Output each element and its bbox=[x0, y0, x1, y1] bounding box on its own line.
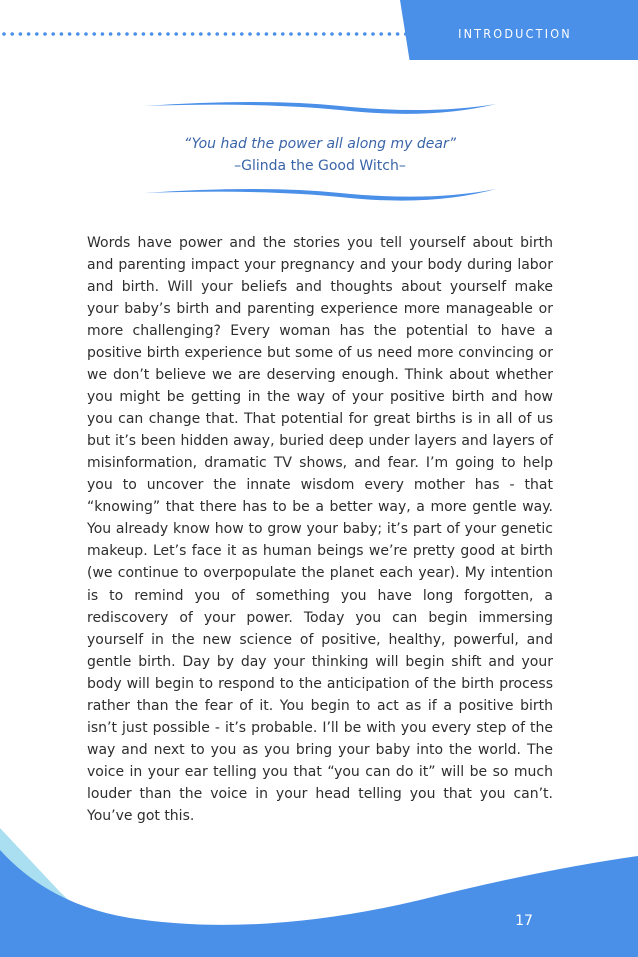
dot bbox=[183, 32, 187, 36]
dot bbox=[27, 32, 31, 36]
dot bbox=[51, 32, 55, 36]
dot bbox=[371, 32, 375, 36]
dot bbox=[306, 32, 310, 36]
dot bbox=[199, 32, 203, 36]
body-paragraph: Words have power and the stories you tell yourself about birth and parenting impact your pregnancy and your body during labor and birth. Will your beliefs and thoughts about yourself make your baby’s birth and parenting experience more manageable or more challenging? Every woman has the potential to have a positive birth experience but some of us need more convincing or we don’t believe we are deserving enough. Think about whether you might be getting in the way of your positive birth and how you can change that. That potential for great births is in all of us but it’s been hidden away, buried deep under layers and layers of misinformation, dramatic TV shows, and fear. I’m going to help you to uncover the innate wisdom every mother has - that “knowing” that there has to be a better way, a more gentle way. You already know how to grow your baby; it’s part of your genetic makeup. Let’s face it as human beings we’re pretty good at birth (we continue to overpopulate the planet each year). My intention is to remind you of something you have long forgotten, a rediscovery of your power. Today you can begin immersing yourself in the new science of positive, healthy, powerful, and gentle birth. Day by day your thinking will begin shift and your body will begin to respond to the anticipation of the birth process rather than the fear of it. You begin to act as if a positive birth isn’t just possible - it’s probable. I’ll be with you every step of the way and next to you as you bring your baby into the world. The voice in your ear telling you that “you can do it” will be so much louder than the voice in your head telling you that you can’t. You’ve got this. bbox=[87, 235, 553, 824]
dot bbox=[142, 32, 146, 36]
dot bbox=[347, 32, 351, 36]
dot bbox=[265, 32, 269, 36]
quote-author: –Glinda the Good Witch– bbox=[234, 158, 406, 174]
dot bbox=[281, 32, 285, 36]
dot bbox=[84, 32, 88, 36]
quote-text: “You had the power all along my dear” bbox=[184, 136, 456, 152]
dot bbox=[43, 32, 47, 36]
dot bbox=[314, 32, 318, 36]
dot bbox=[133, 32, 137, 36]
dot bbox=[125, 32, 129, 36]
dot bbox=[10, 32, 14, 36]
dot bbox=[330, 32, 334, 36]
dot bbox=[215, 32, 219, 36]
dot bbox=[174, 32, 178, 36]
dot bbox=[166, 32, 170, 36]
dot bbox=[68, 32, 72, 36]
dot bbox=[322, 32, 326, 36]
dotted-rule bbox=[0, 31, 410, 37]
quote-wave-bottom bbox=[140, 183, 500, 207]
dot bbox=[76, 32, 80, 36]
dot bbox=[338, 32, 342, 36]
section-title: INTRODUCTION bbox=[458, 26, 572, 41]
dot bbox=[150, 32, 154, 36]
dot bbox=[248, 32, 252, 36]
dot bbox=[297, 32, 301, 36]
dot bbox=[35, 32, 39, 36]
dot bbox=[109, 32, 113, 36]
dot bbox=[355, 32, 359, 36]
dot bbox=[158, 32, 162, 36]
dot bbox=[273, 32, 277, 36]
dot bbox=[289, 32, 293, 36]
footer-wave bbox=[0, 820, 638, 957]
quote-wave-top bbox=[140, 98, 500, 122]
dot bbox=[117, 32, 121, 36]
dot bbox=[388, 32, 392, 36]
dot bbox=[363, 32, 367, 36]
dot bbox=[240, 32, 244, 36]
dot bbox=[396, 32, 400, 36]
dot bbox=[2, 32, 6, 36]
dot bbox=[224, 32, 228, 36]
dot bbox=[256, 32, 260, 36]
dot bbox=[232, 32, 236, 36]
dot bbox=[60, 32, 64, 36]
dot bbox=[19, 32, 23, 36]
page-number: 17 bbox=[515, 913, 533, 929]
dot bbox=[101, 32, 105, 36]
dot bbox=[191, 32, 195, 36]
dot bbox=[207, 32, 211, 36]
dot bbox=[92, 32, 96, 36]
dot bbox=[379, 32, 383, 36]
